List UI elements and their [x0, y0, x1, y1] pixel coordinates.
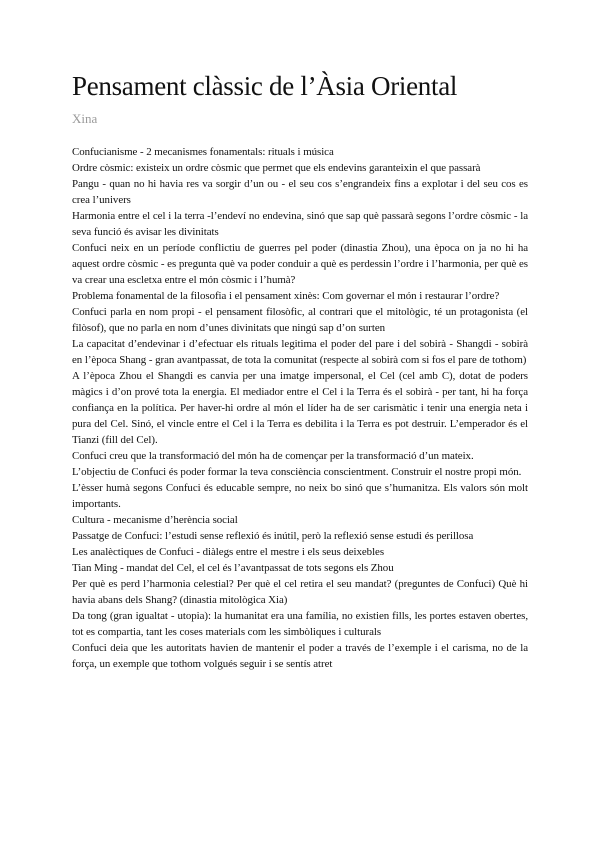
document-subtitle: Xina — [72, 111, 98, 126]
paragraph: Confuci neix en un període conflictiu de guerres pel poder (dinastia Zhou), una època on ja no hi ha aquest ordre còsmic - es pregunta què va poder conduir a què es perdessin l’ordre i l’harmonia, per què es va crear una escletxa entre el món còsmic i l’humà? — [72, 242, 528, 286]
paragraph: Ordre còsmic: existeix un ordre còsmic que permet que els endevins garanteixin el que passarà — [72, 162, 481, 174]
document-title: Pensament clàssic de l’Àsia Oriental — [72, 71, 458, 101]
paragraph: Per què es perd l’harmonia celestial? Per què el cel retira el seu mandat? (preguntes de Confuci) Què hi havia abans dels Shang? (dinastia mitològica Xia) — [72, 578, 528, 606]
paragraph: Confucianisme - 2 mecanismes fonamentals: rituals i música — [72, 146, 334, 158]
paragraph: Cultura - mecanisme d’herència social — [72, 514, 238, 526]
paragraph: Pangu - quan no hi havia res va sorgir d’un ou - el seu cos s’engrandeix fins a explotar i del seu cos es crea l’univers — [72, 178, 528, 206]
paragraph: L’objectiu de Confuci és poder formar la teva consciència conscientment. Construir el nostre propi món. — [72, 466, 522, 478]
document-body — [72, 144, 528, 672]
document-page — [72, 66, 528, 672]
paragraph: Confuci parla en nom propi - el pensament filosòfic, al contrari que el mitològic, té un protagonista (el filòsof), que no parla en nom d’unes divinitats que ningú sap d’on surten — [72, 306, 528, 334]
paragraph: A l’època Zhou el Shangdi es canvia per una imatge impersonal, el Cel (cel amb C), dotat de poders màgics i d’on prové tota la energia. El mediador entre el Cel i la Terra és el sobirà - per tant, hi ha força confiança en la política. Per haver-hi ordre al món el líder ha de ser carismàtic i tenir una energia neta i pura del Cel. Sinó, el vincle entre el Cel i la Terra es debilita i la Terra es pot destruir. L’emperador és el Tianzi (fill del Cel). — [72, 370, 528, 446]
paragraph: L’èsser humà segons Confuci és educable sempre, no neix bo sinó que s’humanitza. Els valors són molt importants. — [72, 482, 528, 510]
paragraph: Confuci deia que les autoritats havien de mantenir el poder a través de l’exemple i el carisma, no de la força, un exemple que tothom volgués seguir i se sentís atret — [72, 642, 528, 670]
paragraph: Les analèctiques de Confuci - diàlegs entre el mestre i els seus deixebles — [72, 546, 385, 558]
paragraph: Da tong (gran igualtat - utopia): la humanitat era una família, no existien fills, les portes estaven obertes, tot es compartia, tant les coses materials com les simbòliques i culturals — [72, 610, 528, 638]
paragraph: Problema fonamental de la filosofia i el pensament xinès: Com governar el món i restaurar l’ordre? — [72, 290, 500, 302]
paragraph: Tian Ming - mandat del Cel, el cel és l’avantpassat de tots segons els Zhou — [72, 562, 394, 574]
paragraph: La capacitat d’endevinar i d’efectuar els rituals legitima el poder del pare i del sobirà - Shangdi - sobirà en l’època Shang - gran avantpassat, de tota la comunitat (respecte al sobirà com si fos el pare de tothom) — [72, 338, 528, 366]
paragraph: Passatge de Confuci: l’estudi sense reflexió és inútil, però la reflexió sense estudi és perillosa — [72, 530, 474, 542]
paragraph: Confuci creu que la transformació del món ha de començar per la transformació d’un mateix. — [72, 450, 474, 462]
paragraph: Harmonia entre el cel i la terra -l’endeví no endevina, sinó que sap què passarà segons l’ordre còsmic - la seva funció és avisar les divinitats — [72, 210, 528, 238]
